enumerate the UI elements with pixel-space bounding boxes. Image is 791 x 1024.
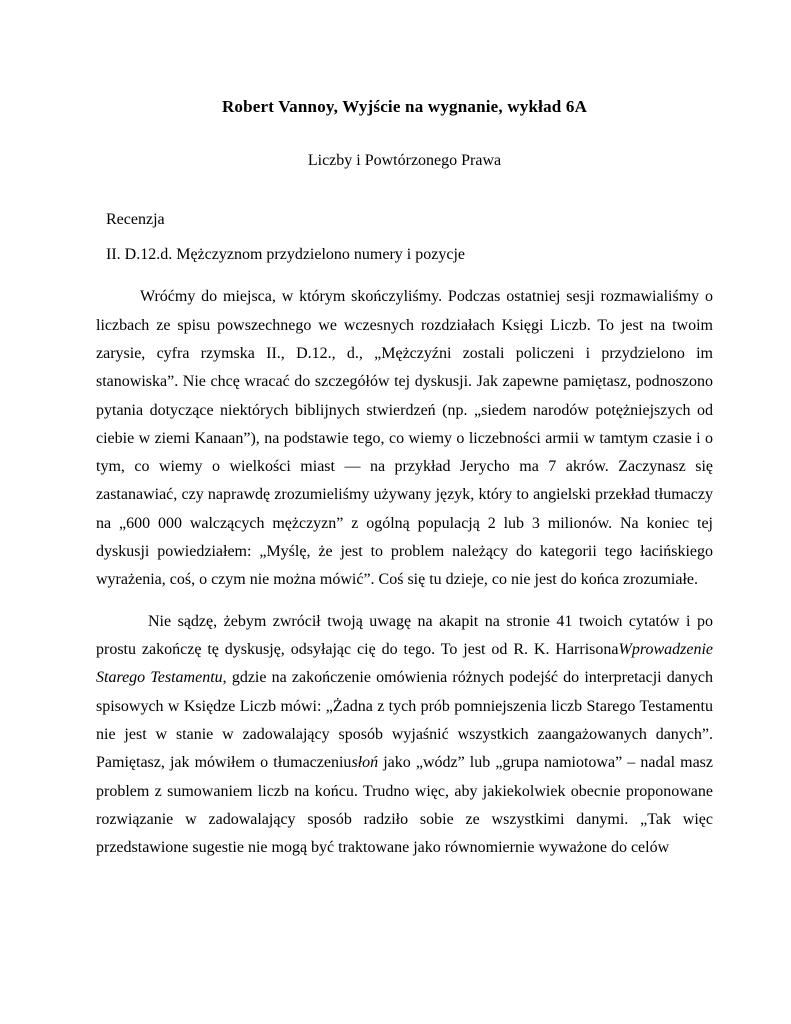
paragraph-1	[96, 283, 713, 594]
paragraph-2	[96, 608, 713, 863]
document-subtitle: Liczby i Powtórzonego Prawa	[307, 152, 502, 170]
section-label: Recenzja	[106, 210, 165, 228]
paragraph-2-text-part-3: jako „wódz” lub „grupa namiotowa” – nadal masz problem z sumowaniem liczb na końcu. Trudno więc, aby jakiekolwiek obecnie proponowane rozwiązanie w zadowalający sposób radziło sobie ze wszystkimi danymi. „Tak więc przedstawione sugestie nie mogą być traktowane jako równomiernie wyważone do celów	[96, 754, 713, 857]
book-title-introduction-to-the-old-testament: Wprowadzenie Starego Testamentu	[96, 641, 713, 687]
paragraph-1-text: Wróćmy do miejsca, w którym skończyliśmy. Podczas ostatniej sesji rozmawialiśmy o liczbach ze spisu powszechnego we wczesnych rozdziałach Księgi Liczb. To jest na twoim zarysie, cyfra rzymska II., D.12., d., „Mężczyźni zostali policzeni i przydzielono im stanowiska”. Nie chcę wracać do szczegółów tej dyskusji. Jak zapewne pamiętasz, podnoszono pytania dotyczące niektórych biblijnych stwierdzeń (np. „siedem narodów potężniejszych od ciebie w ziemi Kanaan”), na podstawie tego, co wiemy o liczebności armii w tamtym czasie i o tym, co wiemy o wielkości miast — na przykład Jerycho ma 7 akrów. Zaczynasz się zastanawiać, czy naprawdę zrozumieliśmy używany język, który to angielski przekład tłumaczy na „600 000 walczących mężczyzn” z ogólną populacją 2 lub 3 milionów. Na koniec tej dyskusji powiedziałem: „Myślę, że jest to problem należący do kategorii tego łacińskiego wyrażenia, coś, o czym nie można mówić”. Coś się tu dzieje, co nie jest do końca zrozumiałe.	[96, 288, 713, 589]
section-reference: II. D.12.d. Mężczyznom przydzielono numery i pozycje	[106, 246, 465, 264]
paragraph-2-text-part-2: , gdzie na zakończenie omówienia różnych podejść do interpretacji danych spisowych w Księdze Liczb mówi: „Żadna z tych prób pomniejszenia liczb Starego Testamentu nie jest w stanie w zadowalający sposób wyjaśnić wszystkich zaangażowanych danych”. Pamiętasz, jak mówiłem o tłumaczeniu	[96, 669, 713, 772]
document-title: Robert Vannoy, Wyjście na wygnanie, wykład 6A	[221, 97, 588, 116]
paragraph-2-text-part-1: Nie sądzę, żebym zwrócił twoją uwagę na akapit na stronie 41 twoich cytatów i po prostu zakończę tę dyskusję, odsyłając cię do tego. To jest od R. K. Harrisona	[96, 612, 713, 659]
hebrew-term-slon: słoń	[351, 754, 379, 772]
